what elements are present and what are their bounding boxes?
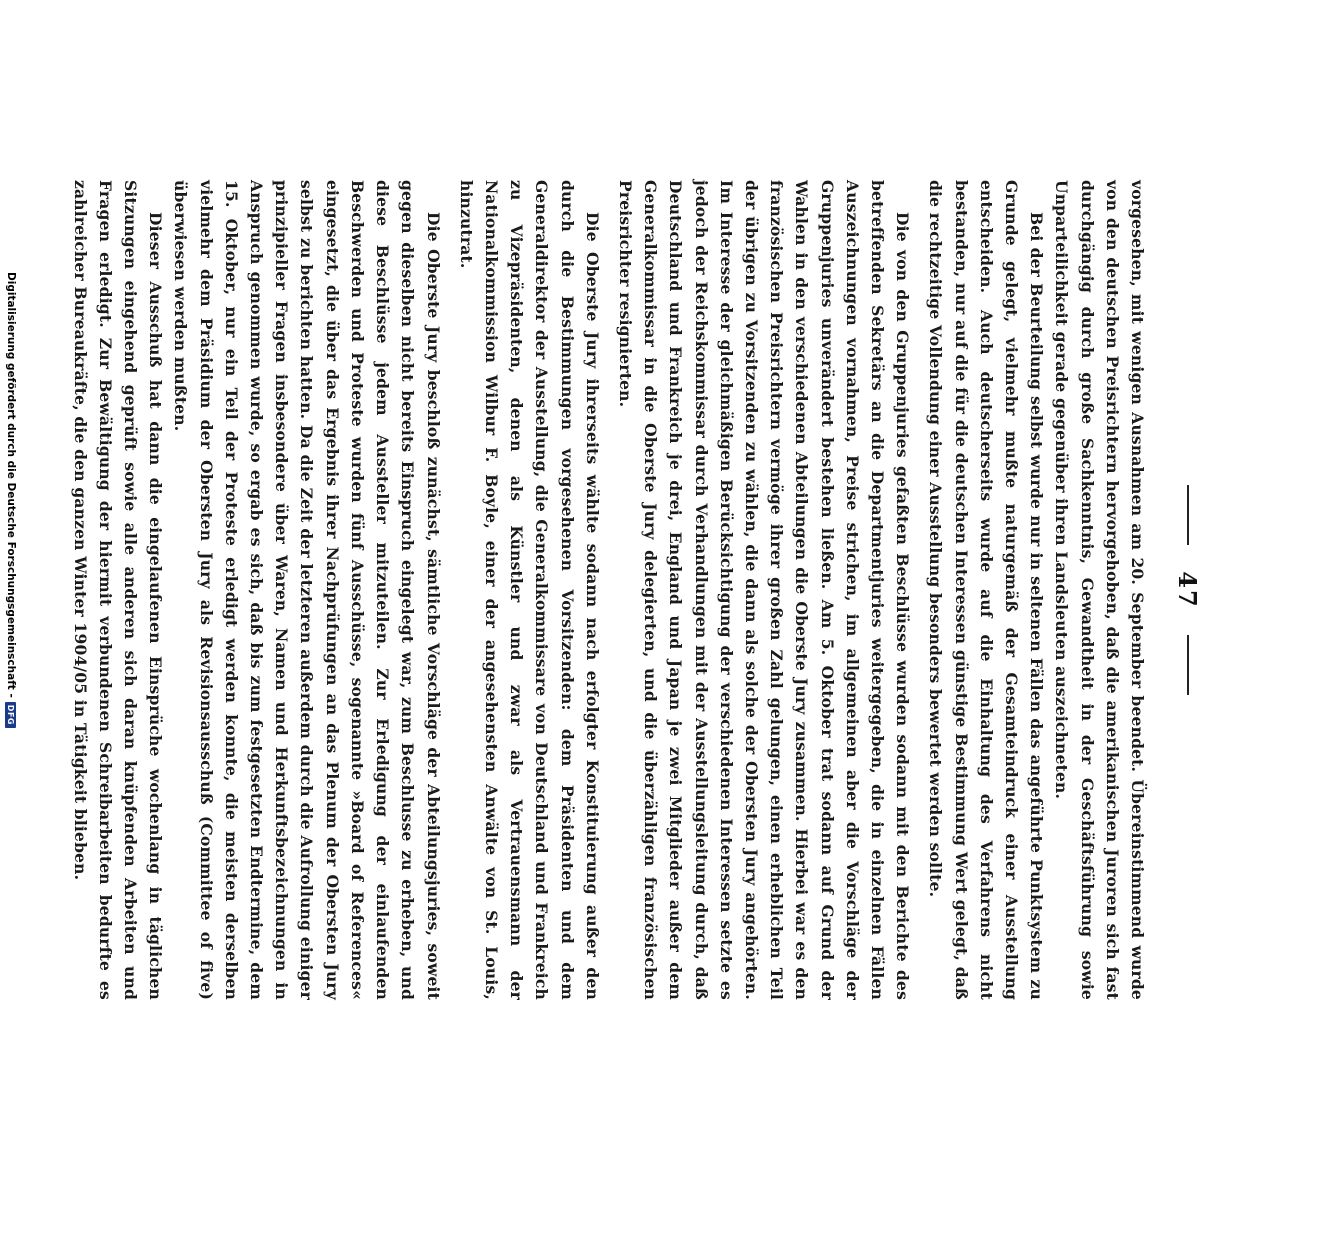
paragraph: Dieser Ausschuß hat dann die eingelaufenen Einsprüche wochenlang in täglichen Sitzungen eingehend geprüft sowie alle anderen sich daran knüpfenden Arbeiten und Fragen erledigt. Zur Bewältigung der hiermit verbundenen Schreibarbeiten bedurfte es zahlreicher Bureaukräfte, die den ganzen Winter 1904/05 in Tätigkeit blieben. — [70, 180, 166, 1000]
paragraph: Die Oberste Jury beschloß zunächst, sämtliche Vorschläge der Abteilungsjuries, soweit gegen dieselben nicht bereits Einspruch eingelegt war, zum Beschlusse zu erheben, und diese Beschlüsse jedem Aussteller mitzuteilen. Zur Erledigung der einlaufenden Beschwerden und Proteste wurden fünf Ausschüsse, sogenannte »Board of References« eingesetzt, die über das Ergebnis ihrer Nachprüfungen an das Plenum der Obersten Jury selbst zu berichten hatten. Da die Zeit der letzteren außerdem durch die Aufrollung einiger prinzipieller Fragen insbesondere über Waren, Namen und Herkunftsbezeichnungen in Anspruch genommen wurde, so ergab es sich, daß bis zum festgesetzten Endtermine, dem 15. Oktober, nur ein Teil der Proteste erledigt werden konnte, die meisten derselben vielmehr dem Präsidium der Obersten Jury als Revisionsausschuß (Committee of five) überwiesen werden mußten. — [171, 180, 443, 1000]
header-rule-left — [1187, 485, 1189, 545]
digitization-credit — [5, 272, 17, 728]
digitization-credit-strip — [0, 0, 22, 1000]
body-text — [67, 180, 1150, 1000]
header-rule-right — [1187, 635, 1189, 695]
page-number: 47 — [1173, 571, 1203, 609]
credit-text: Digitalisierung gefördert durch die Deutsche Forschungsgemeinschaft - — [5, 272, 17, 698]
paragraph: Die Oberste Jury ihrerseits wählte sodann nach erfolgter Konstituierung außer den durch die Bestimmungen vorgesehenen Vorsitzenden: dem Präsidenten und dem Generaldirektor der Ausstellung, die Generalkommissare von Deutschland und Frankreich zu Vizepräsidenten, denen als Künstler und zwar als Vertrauensmann der Nationalkommission Wilbur F. Boyle, einer der angesehensten Anwälte von St. Louis, hinzutrat. — [456, 180, 602, 1000]
dfg-logo: DFG — [6, 702, 17, 728]
page-header — [1168, 180, 1208, 1000]
paragraph: Bei der Beurteilung selbst wurde nur in seltenen Fällen das angeführte Punktsystem zu Grunde gelegt, vielmehr mußte naturgemäß der Gesamteindruck einer Ausstellung entscheiden. Auch deutscherseits wurde auf die Einhaltung des Verfahrens nicht bestanden, nur auf die für die deutschen Interessen günstige Bestimmung Wert gelegt, daß die rechtzeitige Vollendung einer Ausstellung besonders bewertet werden sollte. — [926, 180, 1047, 1000]
paragraph: Die von den Gruppenjuries gefaßten Beschlüsse wurden sodann mit den Berichte des betreffenden Sekretärs an die Departmentjuries weitergegeben, die in einzelnen Fällen Auszeichnungen vornahmen, Preise strichen, im allgemeinen aber die Vorschläge der Gruppenjuries unverändert bestehen ließen. Am 5. Oktober trat sodann auf Grund der Wahlen in den verschiedenen Abteilungen die Oberste Jury zusammen. Hierbei war es den französischen Preisrichtern vermöge ihrer großen Zahl gelungen, einen erheblichen Teil der übrigen zu Vorsitzenden zu wählen, die dann als solche der Obersten Jury angehörten. Im Interesse der gleichmäßigen Berücksichtigung der verschiedenen Interessen setzte es jedoch der Reichskommissar durch Verhandlungen mit der Ausstellungsleitung durch, daß Deutschland und Frankreich je drei, England und Japan je zwei Mitglieder außer dem Generalkommissar in die Oberste Jury delegierten, und die überzähligen französischen Preisrichter resignierten. — [615, 180, 913, 1000]
page-content — [70, 180, 1208, 1260]
paragraph: vorgesehen, mit wenigen Ausnahmen am 20. September beendet. Übereinstimmend wurde von den deutschen Preisrichtern hervorgehoben, daß die amerikanischen Juroren sich fast durchgängig durch große Sachkenntnis, Gewandtheit in der Geschäftsführung sowie Unparteilichkeit gerade gegenüber ihren Landsleuten auszeichneten. — [1052, 180, 1147, 1000]
rotated-page — [70, 180, 1208, 1260]
